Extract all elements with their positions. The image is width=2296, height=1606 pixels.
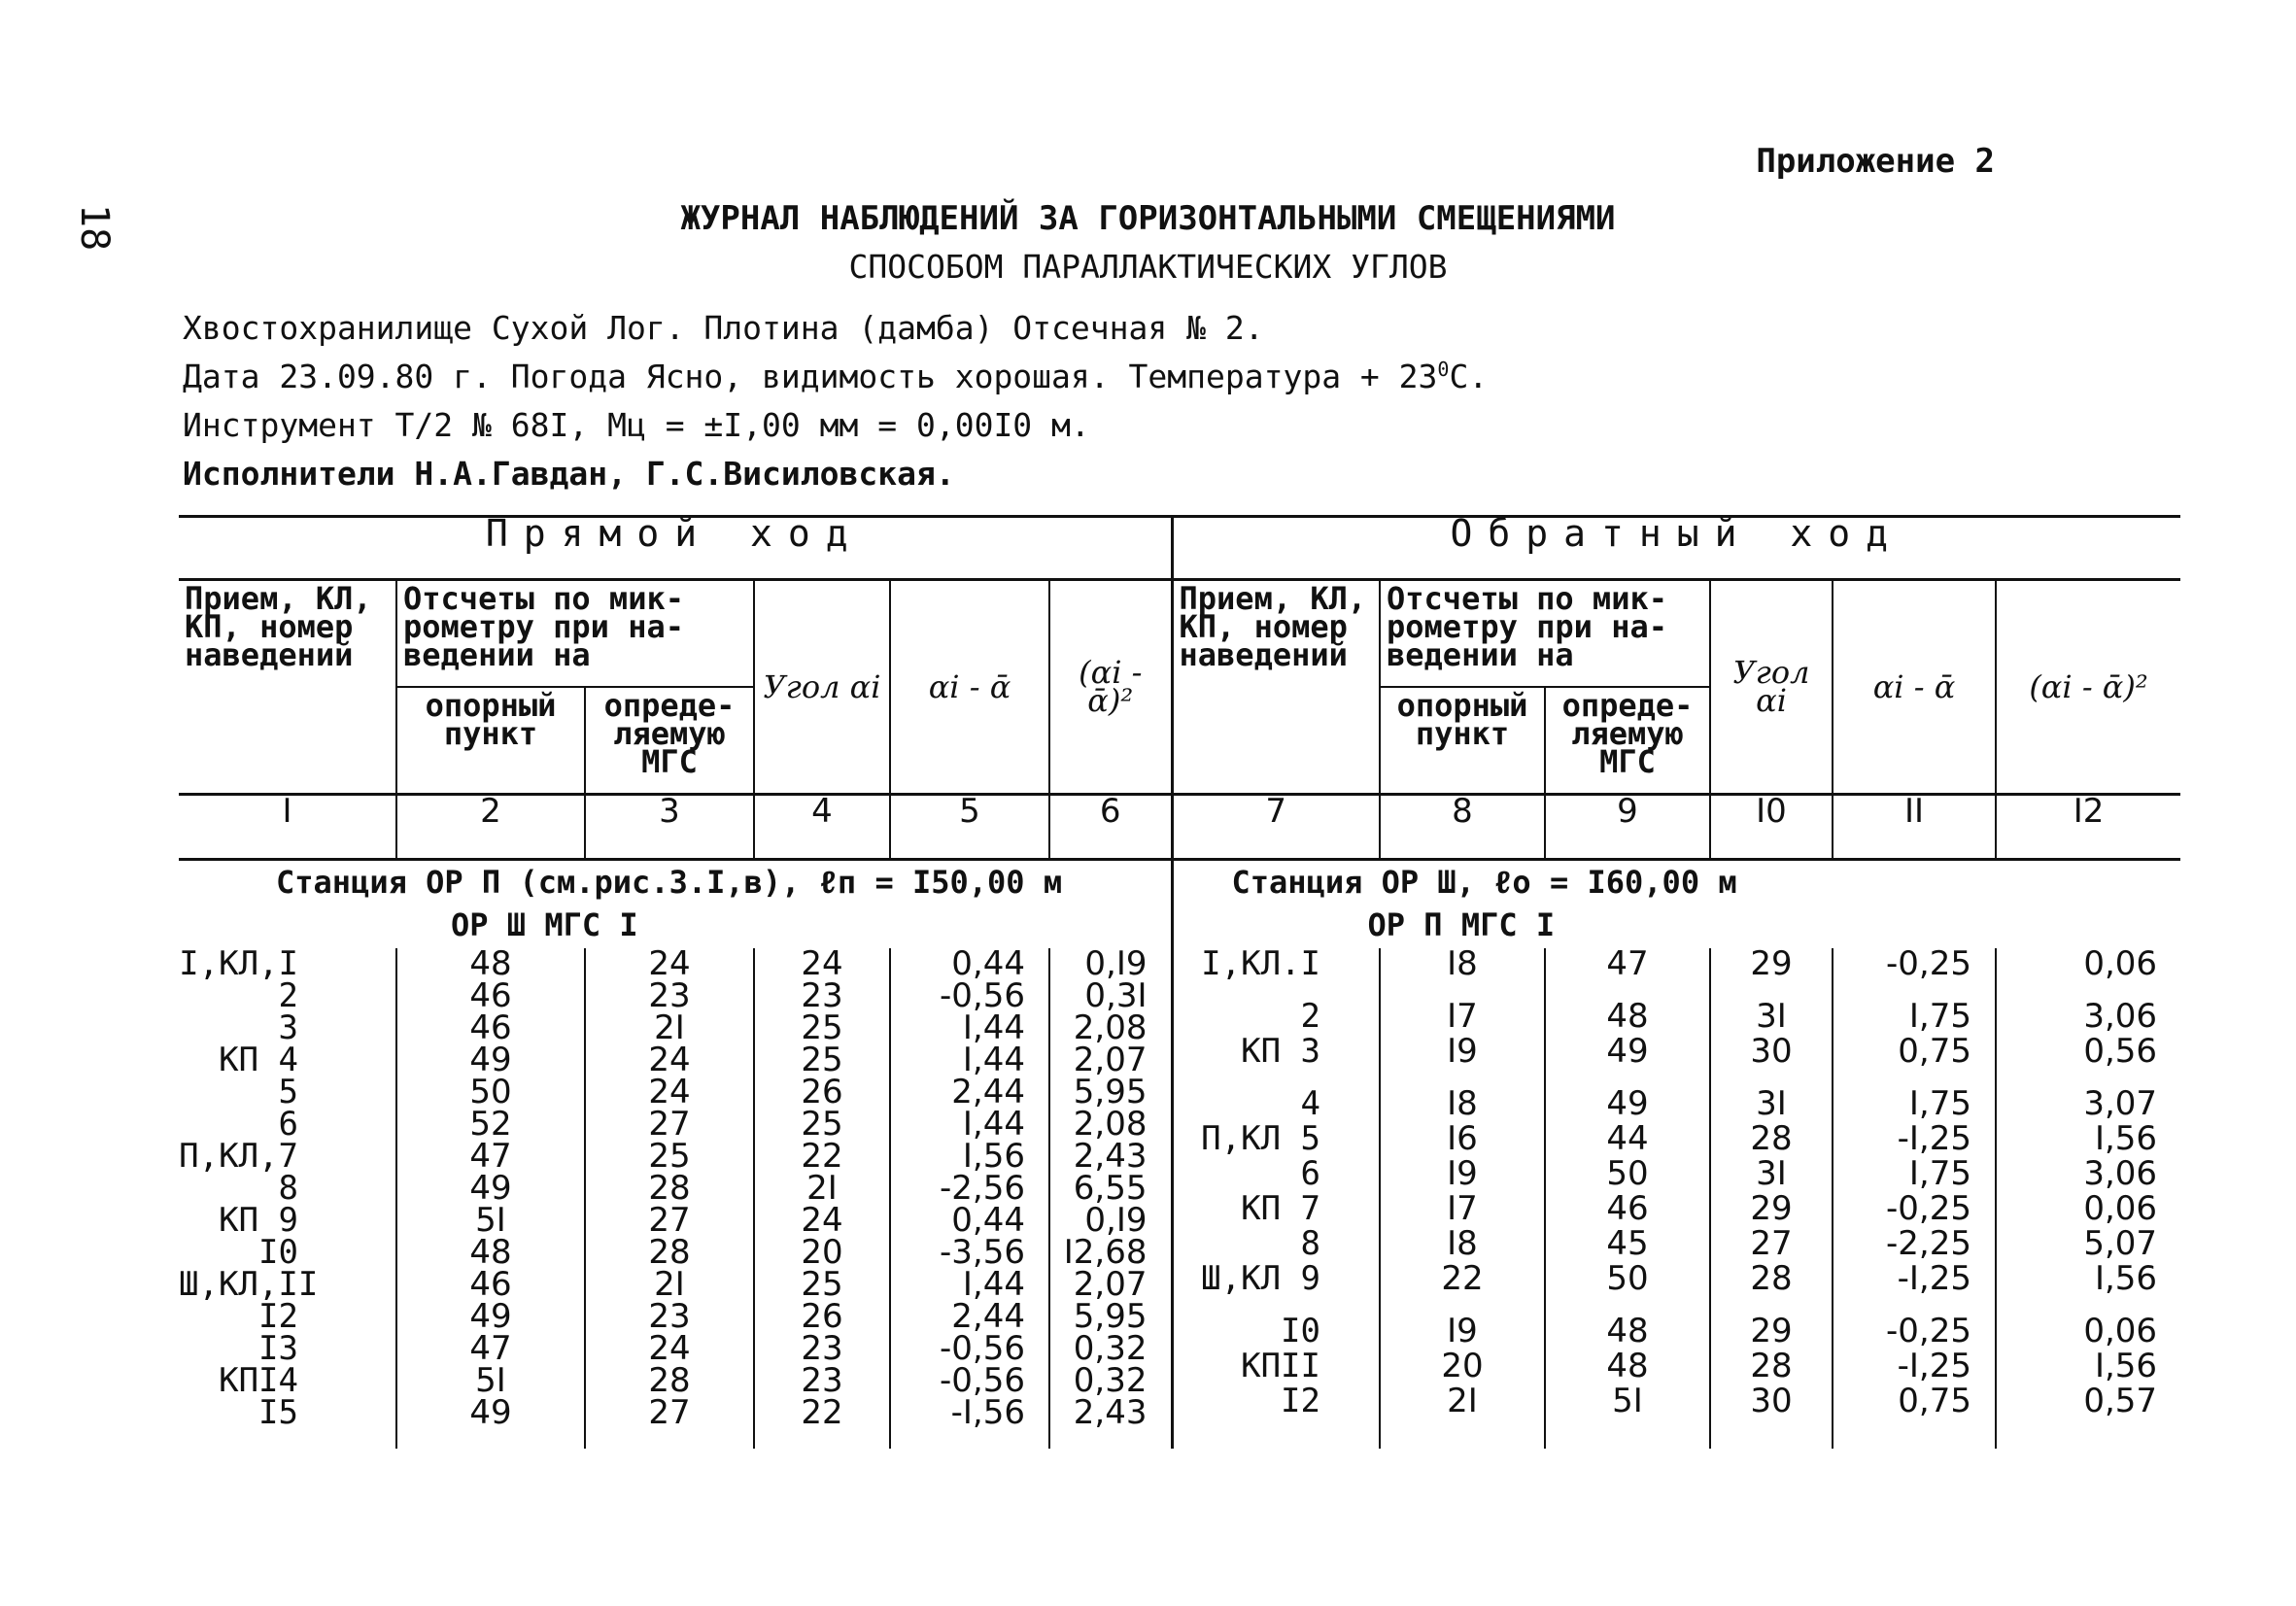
- reverse-row-3-label: КП 3: [1241, 1032, 1320, 1071]
- direct-row-5-tgt: 24: [648, 1073, 691, 1111]
- direct-row-6-dev: I,44: [962, 1105, 1025, 1144]
- reverse-row-8-tgt: 45: [1606, 1224, 1649, 1263]
- direct-row-4-tgt: 24: [648, 1041, 691, 1079]
- direct-row-9-dev2: 0,I9: [1084, 1201, 1148, 1240]
- row-gap: [1174, 1071, 1321, 1088]
- reverse-row-9-dev: -I,25: [1897, 1259, 1971, 1298]
- direct-row-10-tgt: 28: [648, 1233, 691, 1272]
- col-deviation-sq-reverse: (αi - ᾱ)²: [1996, 580, 2180, 795]
- direct-row-8-angle: 2I: [806, 1169, 838, 1208]
- reverse-row-3-angle: 30: [1750, 1032, 1793, 1071]
- direct-row-1-dev2: 0,I9: [1084, 944, 1148, 983]
- direct-row-14-label: КПI4: [219, 1361, 298, 1400]
- direct-row-13-label: I3: [258, 1329, 298, 1368]
- reverse-row-9-dev2: I,56: [2094, 1259, 2158, 1298]
- reverse-labels: [1172, 944, 1380, 1449]
- col-readings-reverse: Отсчеты по мик-рометру при на-ведении на: [1380, 580, 1710, 688]
- direct-row-13-tgt: 24: [648, 1329, 691, 1368]
- direct-row-8-ref: 49: [469, 1169, 512, 1208]
- reverse-row-12-label: I2: [1281, 1382, 1320, 1420]
- direct-row-6-angle: 25: [801, 1105, 843, 1144]
- reverse-row-1-ref: I8: [1447, 944, 1478, 983]
- direct-row-4-dev: I,44: [962, 1041, 1025, 1079]
- direct-row-15-ref: 49: [469, 1393, 512, 1432]
- direct-row-2-dev2: 0,3I: [1084, 976, 1148, 1015]
- col-reception-direct: Прием, КЛ, КП, номер наведений: [185, 580, 372, 673]
- reverse-row-10-dev2: 0,06: [2083, 1312, 2158, 1350]
- reverse-row-1-dev2: 0,06: [2083, 944, 2158, 983]
- col-num-4: 4: [754, 795, 890, 860]
- reverse-row-6-ref: I9: [1447, 1154, 1478, 1193]
- direct-row-7-dev: I,56: [962, 1137, 1025, 1176]
- reverse-row-4-dev: I,75: [1908, 1084, 1971, 1123]
- direct-row-9-tgt: 27: [648, 1201, 691, 1240]
- direct-row-12-dev: 2,44: [951, 1297, 1025, 1336]
- direct-row-10-ref: 48: [469, 1233, 512, 1272]
- direct-row-11-dev: I,44: [962, 1265, 1025, 1304]
- direct-row-14-dev: -0,56: [940, 1361, 1025, 1400]
- direct-row-9-label: КП 9: [219, 1201, 298, 1240]
- direct-row-5-label: 5: [278, 1073, 298, 1111]
- reverse-row-9-ref: 22: [1441, 1259, 1484, 1298]
- col-reception-reverse: Прием, КЛ, КП, номер наведений: [1172, 580, 1380, 795]
- reverse-row-8-angle: 27: [1750, 1224, 1793, 1263]
- direct-row-2-label: 2: [278, 976, 298, 1015]
- direct-row-1-dev: 0,44: [951, 944, 1025, 983]
- direct-row-5-ref: 50: [469, 1073, 512, 1111]
- reverse-row-1-dev: -0,25: [1886, 944, 1971, 983]
- direct-row-6-label: 6: [278, 1105, 298, 1144]
- col-num-1: I: [179, 795, 396, 860]
- reverse-row-5-tgt: 44: [1606, 1119, 1649, 1158]
- direct-row-11-angle: 25: [801, 1265, 843, 1304]
- reverse-deviations-squared: [1996, 944, 2180, 1449]
- direct-deviations-squared: [1049, 944, 1172, 1449]
- direct-row-11-label: Ш,КЛ,II: [179, 1265, 319, 1304]
- reverse-row-2-tgt: 48: [1606, 997, 1649, 1036]
- direct-row-15-tgt: 27: [648, 1393, 691, 1432]
- reverse-row-11-label: КПII: [1241, 1347, 1320, 1385]
- direct-row-7-angle: 22: [801, 1137, 843, 1176]
- direct-row-4-angle: 25: [801, 1041, 843, 1079]
- direct-reference-readings: [396, 944, 585, 1449]
- journal-subtitle: СПОСОБОМ ПАРАЛЛАКТИЧЕСКИХ УГЛОВ: [848, 248, 1448, 286]
- reverse-row-12-ref: 2I: [1447, 1382, 1478, 1420]
- reverse-deviations: [1833, 944, 1996, 1449]
- direct-row-8-label: 8: [278, 1169, 298, 1208]
- col-num-8: 8: [1380, 795, 1545, 860]
- reverse-row-10-dev: -0,25: [1886, 1312, 1971, 1350]
- reverse-row-10-angle: 29: [1750, 1312, 1793, 1350]
- reverse-row-4-angle: 3I: [1756, 1084, 1787, 1123]
- direct-row-6-dev2: 2,08: [1073, 1105, 1148, 1144]
- reverse-row-8-ref: I8: [1447, 1224, 1478, 1263]
- reverse-row-7-tgt: 46: [1606, 1189, 1649, 1228]
- direct-row-7-dev2: 2,43: [1073, 1137, 1148, 1176]
- reverse-row-4-ref: I8: [1447, 1084, 1478, 1123]
- direct-row-3-tgt: 2I: [654, 1008, 685, 1047]
- direct-row-12-label: I2: [258, 1297, 298, 1336]
- direct-row-12-angle: 26: [801, 1297, 843, 1336]
- direct-row-1-tgt: 24: [648, 944, 691, 983]
- col-num-9: 9: [1545, 795, 1710, 860]
- reverse-row-5-label: П,КЛ 5: [1201, 1119, 1320, 1158]
- direct-row-14-tgt: 28: [648, 1361, 691, 1400]
- col-num-7: 7: [1172, 795, 1380, 860]
- direct-row-6-tgt: 27: [648, 1105, 691, 1144]
- reverse-row-2-dev: I,75: [1908, 997, 1971, 1036]
- row-gap: [1174, 983, 1321, 1001]
- reverse-row-1-label: I,КЛ.I: [1201, 944, 1320, 983]
- direct-row-3-label: 3: [278, 1008, 298, 1047]
- col-deviation-sq-direct: (αi - ᾱ)²: [1049, 580, 1172, 795]
- direct-row-5-dev2: 5,95: [1073, 1073, 1148, 1111]
- direct-row-9-angle: 24: [801, 1201, 843, 1240]
- direct-row-2-ref: 46: [469, 976, 512, 1015]
- direct-row-15-dev2: 2,43: [1073, 1393, 1148, 1432]
- direct-row-3-angle: 25: [801, 1008, 843, 1047]
- reverse-row-12-tgt: 5I: [1612, 1382, 1643, 1420]
- direct-row-14-angle: 23: [801, 1361, 843, 1400]
- col-angle-reverse: Угол αi: [1710, 580, 1833, 795]
- direct-row-7-label: П,КЛ,7: [179, 1137, 298, 1176]
- observation-table: [179, 512, 2180, 1449]
- reverse-row-1-tgt: 47: [1606, 944, 1649, 983]
- direct-row-3-dev2: 2,08: [1073, 1008, 1148, 1047]
- reverse-row-12-angle: 30: [1750, 1382, 1793, 1420]
- direct-row-10-angle: 20: [801, 1233, 843, 1272]
- reverse-row-2-angle: 3I: [1756, 997, 1787, 1036]
- reverse-row-9-label: Ш,КЛ 9: [1201, 1259, 1320, 1298]
- direct-target-readings: [585, 944, 754, 1449]
- reverse-row-8-dev2: 5,07: [2083, 1224, 2158, 1263]
- journal-title: ЖУРНАЛ НАБЛЮДЕНИЙ ЗА ГОРИЗОНТАЛЬНЫМИ СМЕЩЕНИЯМИ: [680, 199, 1616, 238]
- reverse-row-8-label: 8: [1300, 1224, 1320, 1263]
- col-reference-direct: опорный пункт: [396, 687, 585, 795]
- col-num-10: I0: [1710, 795, 1833, 860]
- reverse-row-9-angle: 28: [1750, 1259, 1793, 1298]
- direct-row-9-dev: 0,44: [951, 1201, 1025, 1240]
- reverse-row-6-angle: 3I: [1756, 1154, 1787, 1193]
- station-reverse: Станция ОР Ш, ℓо = I60,00 м: [1231, 864, 1737, 901]
- reverse-run-header: Обратный ход: [1172, 517, 2180, 580]
- col-num-2: 2: [396, 795, 585, 860]
- direct-row-10-dev: -3,56: [940, 1233, 1025, 1272]
- reverse-row-2-ref: I7: [1447, 997, 1478, 1036]
- reverse-row-10-tgt: 48: [1606, 1312, 1649, 1350]
- direct-row-13-dev2: 0,32: [1073, 1329, 1148, 1368]
- col-num-5: 5: [890, 795, 1049, 860]
- reverse-row-2-dev2: 3,06: [2083, 997, 2158, 1036]
- reverse-row-7-dev2: 0,06: [2083, 1189, 2158, 1228]
- appendix-label: Приложение 2: [1756, 142, 1995, 181]
- reverse-row-6-dev2: 3,06: [2083, 1154, 2158, 1193]
- reverse-row-5-ref: I6: [1447, 1119, 1478, 1158]
- direct-row-5-dev: 2,44: [951, 1073, 1025, 1111]
- direct-row-1-ref: 48: [469, 944, 512, 983]
- direct-row-8-dev2: 6,55: [1073, 1169, 1148, 1208]
- direct-row-13-dev: -0,56: [940, 1329, 1025, 1368]
- reverse-row-11-ref: 20: [1441, 1347, 1484, 1385]
- col-angle-direct: Угол αi: [754, 580, 890, 795]
- direct-row-11-dev2: 2,07: [1073, 1265, 1148, 1304]
- points-reverse: ОР П МГС I: [1367, 906, 1556, 943]
- reverse-row-6-dev: I,75: [1908, 1154, 1971, 1193]
- reverse-row-8-dev: -2,25: [1886, 1224, 1971, 1263]
- direct-row-2-dev: -0,56: [940, 976, 1025, 1015]
- direct-row-8-tgt: 28: [648, 1169, 691, 1208]
- reverse-row-4-label: 4: [1300, 1084, 1320, 1123]
- col-num-12: I2: [1996, 795, 2180, 860]
- reverse-angles: [1710, 944, 1833, 1449]
- page-number: 18: [72, 204, 117, 252]
- reverse-row-7-dev: -0,25: [1886, 1189, 1971, 1228]
- reverse-row-3-tgt: 49: [1606, 1032, 1649, 1071]
- reverse-row-11-dev2: I,56: [2094, 1347, 2158, 1385]
- direct-row-7-tgt: 25: [648, 1137, 691, 1176]
- reverse-row-2-label: 2: [1300, 997, 1320, 1036]
- reverse-target-readings: [1545, 944, 1710, 1449]
- reverse-row-7-ref: I7: [1447, 1189, 1478, 1228]
- col-num-11: II: [1833, 795, 1996, 860]
- direct-row-15-dev: -I,56: [950, 1393, 1025, 1432]
- direct-row-11-ref: 46: [469, 1265, 512, 1304]
- reverse-row-3-dev2: 0,56: [2083, 1032, 2158, 1071]
- reverse-row-3-dev: 0,75: [1898, 1032, 1971, 1071]
- direct-row-8-dev: -2,56: [940, 1169, 1025, 1208]
- direct-row-12-tgt: 23: [648, 1297, 691, 1336]
- reverse-row-9-tgt: 50: [1606, 1259, 1649, 1298]
- reverse-row-5-dev2: I,56: [2094, 1119, 2158, 1158]
- info-performers: Исполнители Н.А.Гавдан, Г.С.Висиловская.: [183, 455, 955, 493]
- direct-row-12-ref: 49: [469, 1297, 512, 1336]
- reverse-row-5-dev: -I,25: [1897, 1119, 1971, 1158]
- reverse-row-10-label: I0: [1281, 1312, 1320, 1350]
- reverse-row-7-label: КП 7: [1241, 1189, 1320, 1228]
- direct-row-2-tgt: 23: [648, 976, 691, 1015]
- direct-row-9-ref: 5I: [475, 1201, 506, 1240]
- direct-row-3-dev: I,44: [962, 1008, 1025, 1047]
- col-readings-direct: Отсчеты по мик-рометру при на-ведении на: [396, 580, 754, 688]
- direct-row-14-dev2: 0,32: [1073, 1361, 1148, 1400]
- direct-row-6-ref: 52: [469, 1105, 512, 1144]
- col-target-reverse: опреде-ляемую МГС: [1545, 687, 1710, 795]
- direct-row-5-angle: 26: [801, 1073, 843, 1111]
- reverse-row-11-tgt: 48: [1606, 1347, 1649, 1385]
- reverse-row-4-dev2: 3,07: [2083, 1084, 2158, 1123]
- direct-row-12-dev2: 5,95: [1073, 1297, 1148, 1336]
- reverse-row-10-ref: I9: [1447, 1312, 1478, 1350]
- reverse-row-1-angle: 29: [1750, 944, 1793, 983]
- direct-row-4-ref: 49: [469, 1041, 512, 1079]
- reverse-row-11-angle: 28: [1750, 1347, 1793, 1385]
- reverse-row-7-angle: 29: [1750, 1189, 1793, 1228]
- direct-row-2-angle: 23: [801, 976, 843, 1015]
- col-deviation-direct: αi - ᾱ: [890, 580, 1049, 795]
- col-target-direct: опреде-ляемую МГС: [585, 687, 754, 795]
- direct-row-4-dev2: 2,07: [1073, 1041, 1148, 1079]
- direct-row-7-ref: 47: [469, 1137, 512, 1176]
- direct-row-15-label: I5: [258, 1393, 298, 1432]
- direct-row-3-ref: 46: [469, 1008, 512, 1047]
- reverse-row-11-dev: -I,25: [1897, 1347, 1971, 1385]
- reverse-row-12-dev: 0,75: [1898, 1382, 1971, 1420]
- direct-labels: [179, 944, 396, 1449]
- direct-row-15-angle: 22: [801, 1393, 843, 1432]
- reverse-row-6-tgt: 50: [1606, 1154, 1649, 1193]
- direct-row-1-angle: 24: [801, 944, 843, 983]
- col-reference-reverse: опорный пункт: [1380, 687, 1545, 795]
- direct-run-header: Прямой ход: [179, 517, 1172, 580]
- col-num-6: 6: [1049, 795, 1172, 860]
- col-deviation-reverse: αi - ᾱ: [1833, 580, 1996, 795]
- direct-row-11-tgt: 2I: [654, 1265, 685, 1304]
- direct-row-13-angle: 23: [801, 1329, 843, 1368]
- info-date-weather: Дата 23.09.80 г. Погода Ясно, видимость хорошая. Температура + $23^0С$.: [183, 358, 1489, 395]
- reverse-row-4-tgt: 49: [1606, 1084, 1649, 1123]
- info-site: Хвостохранилище Сухой Лог. Плотина (дамба) Отсечная № 2.: [183, 309, 1264, 347]
- points-direct: ОР Ш МГС I: [451, 906, 638, 943]
- direct-row-13-ref: 47: [469, 1329, 512, 1368]
- direct-row-14-ref: 5I: [475, 1361, 506, 1400]
- direct-row-1-label: I,КЛ,I: [179, 944, 298, 983]
- direct-row-10-label: I0: [258, 1233, 298, 1272]
- reverse-reference-readings: [1380, 944, 1545, 1449]
- col-num-3: 3: [585, 795, 754, 860]
- direct-row-4-label: КП 4: [219, 1041, 298, 1079]
- info-instrument: Инструмент Т/2 № 68I, Мц = ±I,00 мм = 0,00I0 м.: [183, 406, 1090, 444]
- reverse-row-5-angle: 28: [1750, 1119, 1793, 1158]
- direct-row-10-dev2: I2,68: [1063, 1233, 1148, 1272]
- reverse-row-6-label: 6: [1300, 1154, 1320, 1193]
- direct-angles: [754, 944, 890, 1449]
- reverse-row-12-dev2: 0,57: [2083, 1382, 2158, 1420]
- reverse-row-3-ref: I9: [1447, 1032, 1478, 1071]
- direct-deviations: [890, 944, 1049, 1449]
- station-direct: Станция ОР П (см.рис.3.I,в), ℓп = I50,00 м: [276, 864, 1063, 901]
